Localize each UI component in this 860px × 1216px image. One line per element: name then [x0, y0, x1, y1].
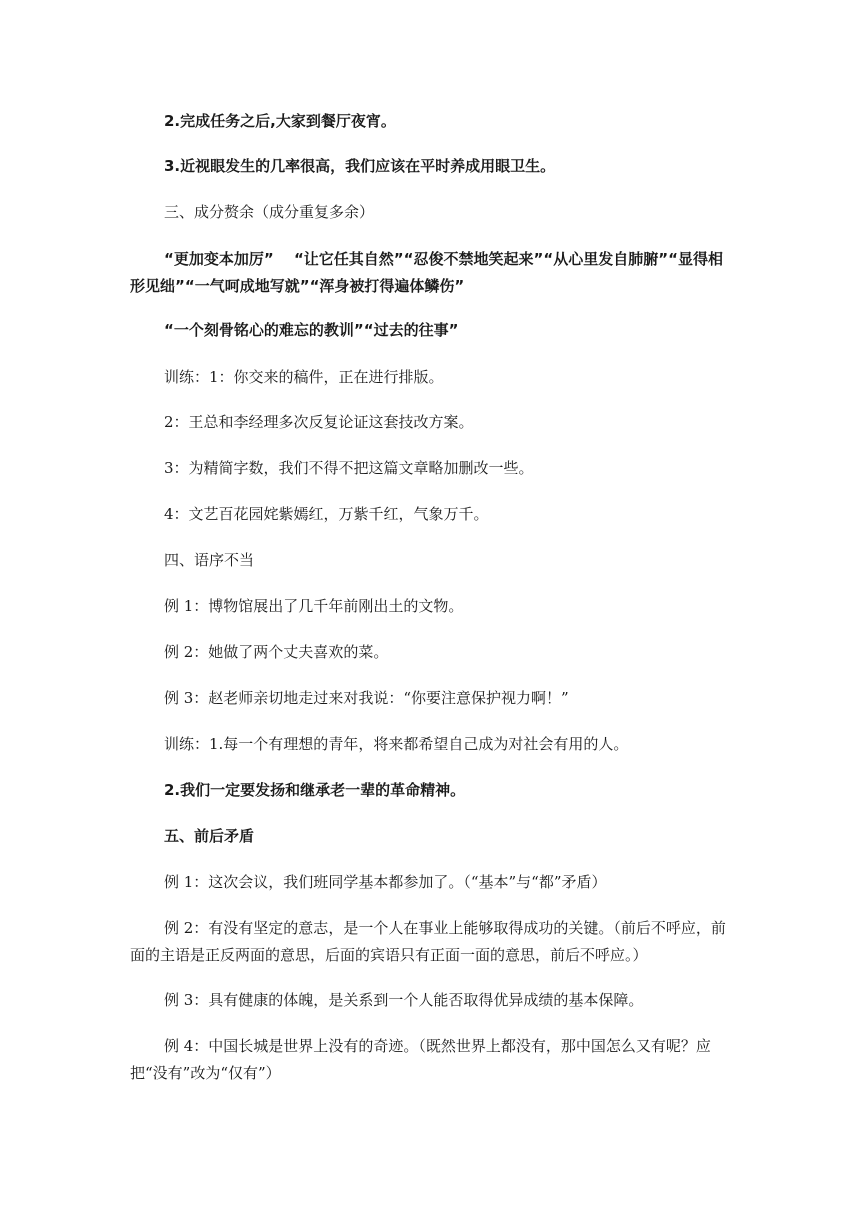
- exercise-2: 2：王总和李经理多次反复论证这套技改方案。: [164, 413, 474, 431]
- section-heading-3: 三、成分赘余（成分重复多余）: [164, 203, 375, 221]
- contradiction-example-2: 例 2：有没有坚定的意志，是一个人在事业上能够取得成功的关键。（前后不呼应，前面的主语是正反两面的意思，后面的宾语只有正面一面的意思，前后不呼应。）: [130, 919, 726, 964]
- sentence-2: 2.完成任务之后,大家到餐厅夜宵。: [164, 112, 396, 130]
- section-heading-4: 四、语序不当: [164, 551, 255, 569]
- contradiction-example-4: 例 4：中国长城是世界上没有的奇迹。（既然世界上都没有，那中国怎么又有呢？应把“没有”改为“仅有”）: [130, 1037, 711, 1082]
- exercise-1: 训练：1：你交来的稿件，正在进行排版。: [164, 368, 444, 386]
- example-2: 例 2：她做了两个丈夫喜欢的菜。: [164, 643, 389, 661]
- exercise-order-1: 训练：1.每一个有理想的青年，将来都希望自己成为对社会有用的人。: [164, 735, 629, 753]
- sentence-3: 3.近视眼发生的几率很高，我们应该在平时养成用眼卫生。: [164, 157, 556, 175]
- contradiction-example-3: 例 3：具有健康的体魄，是关系到一个人能否取得优异成绩的基本保障。: [164, 991, 644, 1009]
- example-1: 例 1：博物馆展出了几千年前刚出土的文物。: [164, 597, 464, 615]
- exercise-order-2: 2.我们一定要发扬和继承老一辈的革命精神。: [164, 781, 466, 799]
- redundancy-examples: “更加变本加厉” “让它任其自然”“忍俊不禁地笑起来”“从心里发自肺腑”“显得相形见绌”“一气呵成地写就”“浑身被打得遍体鳞伤”: [130, 250, 723, 295]
- exercise-3: 3：为精简字数，我们不得不把这篇文章略加删改一些。: [164, 459, 534, 477]
- example-3: 例 3：赵老师亲切地走过来对我说：“你要注意保护视力啊！”: [164, 689, 569, 707]
- exercise-4: 4：文艺百花园姹紫嫣红，万紫千红，气象万千。: [164, 505, 489, 523]
- redundancy-examples-2: “一个刻骨铭心的难忘的教训”“过去的往事”: [164, 321, 459, 339]
- section-heading-5: 五、前后矛盾: [164, 827, 255, 845]
- contradiction-example-1: 例 1：这次会议，我们班同学基本都参加了。（“基本”与“都”矛盾）: [164, 873, 607, 891]
